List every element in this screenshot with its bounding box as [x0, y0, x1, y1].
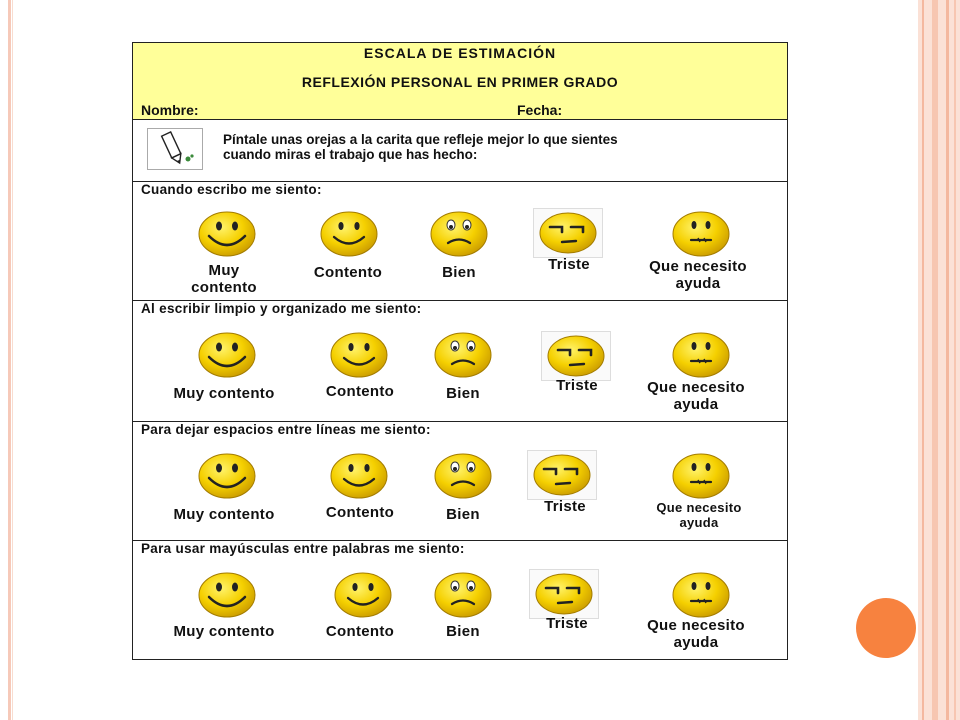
section-writing [133, 182, 787, 301]
label-happy: Contento [313, 264, 383, 281]
help-face-icon[interactable] [671, 571, 731, 619]
document-header [133, 43, 787, 120]
label-help: Que necesito ayuda [649, 258, 747, 292]
label-happy: Contento [325, 623, 395, 640]
label-happy: Contento [325, 383, 395, 400]
very-happy-face-icon[interactable] [197, 571, 257, 619]
ok-face-icon[interactable] [433, 452, 493, 500]
date-label: Fecha: [517, 102, 563, 118]
slide-border-left [8, 0, 11, 720]
label-ok: Bien [446, 623, 480, 640]
label-sad: Triste [556, 377, 598, 394]
label-ok: Bien [446, 385, 480, 402]
label-help: Que necesito ayuda [647, 379, 745, 413]
section-title: Cuando escribo me siento: [141, 182, 322, 197]
decorative-orange-circle [856, 598, 916, 658]
estimation-scale-document [132, 42, 788, 660]
section-clean-writing [133, 301, 787, 422]
label-very-happy: Muy contento [173, 385, 275, 402]
instructions-line-2: cuando miras el trabajo que has hecho: [223, 147, 478, 162]
section-line-spacing [133, 422, 787, 541]
sad-face-icon[interactable] [527, 450, 597, 500]
label-help: Que necesito ayuda [647, 617, 745, 651]
ok-face-icon[interactable] [433, 331, 493, 379]
document-title: ESCALA DE ESTIMACIÓN [363, 45, 557, 61]
section-title: Al escribir limpio y organizado me siento: [141, 301, 422, 316]
ok-face-icon[interactable] [433, 571, 493, 619]
section-title: Para usar mayúsculas entre palabras me siento: [141, 541, 465, 556]
happy-face-icon[interactable] [329, 331, 389, 379]
slide-border-right [918, 0, 960, 720]
sad-face-icon[interactable] [529, 569, 599, 619]
label-ok: Bien [442, 264, 476, 281]
pencil-icon [147, 128, 203, 170]
help-face-icon[interactable] [671, 452, 731, 500]
sad-face-icon[interactable] [541, 331, 611, 381]
instructions-row [133, 120, 787, 182]
help-face-icon[interactable] [671, 331, 731, 379]
label-sad: Triste [546, 615, 588, 632]
very-happy-face-icon[interactable] [197, 331, 257, 379]
label-very-happy: Muy contento [173, 506, 275, 523]
sad-face-icon[interactable] [533, 208, 603, 258]
label-very-happy: Muy contento [173, 623, 275, 640]
label-help: Que necesito ayuda [656, 500, 742, 530]
happy-face-icon[interactable] [319, 210, 379, 258]
slide-border-left-inner [12, 0, 13, 720]
label-ok: Bien [446, 506, 480, 523]
instructions-text [223, 132, 773, 162]
happy-face-icon[interactable] [333, 571, 393, 619]
very-happy-face-icon[interactable] [197, 210, 257, 258]
document-subtitle: REFLEXIÓN PERSONAL EN PRIMER GRADO [301, 74, 619, 90]
label-sad: Triste [548, 256, 590, 273]
section-capital-letters [133, 541, 787, 659]
very-happy-face-icon[interactable] [197, 452, 257, 500]
label-happy: Contento [325, 504, 395, 521]
ok-face-icon[interactable] [429, 210, 489, 258]
instructions-line-1: Píntale unas orejas a la carita que refleje mejor lo que sientes [223, 132, 618, 147]
label-very-happy: Muy contento [191, 262, 257, 296]
name-label: Nombre: [141, 102, 199, 118]
help-face-icon[interactable] [671, 210, 731, 258]
label-sad: Triste [544, 498, 586, 515]
section-title: Para dejar espacios entre líneas me siento: [141, 422, 431, 437]
happy-face-icon[interactable] [329, 452, 389, 500]
